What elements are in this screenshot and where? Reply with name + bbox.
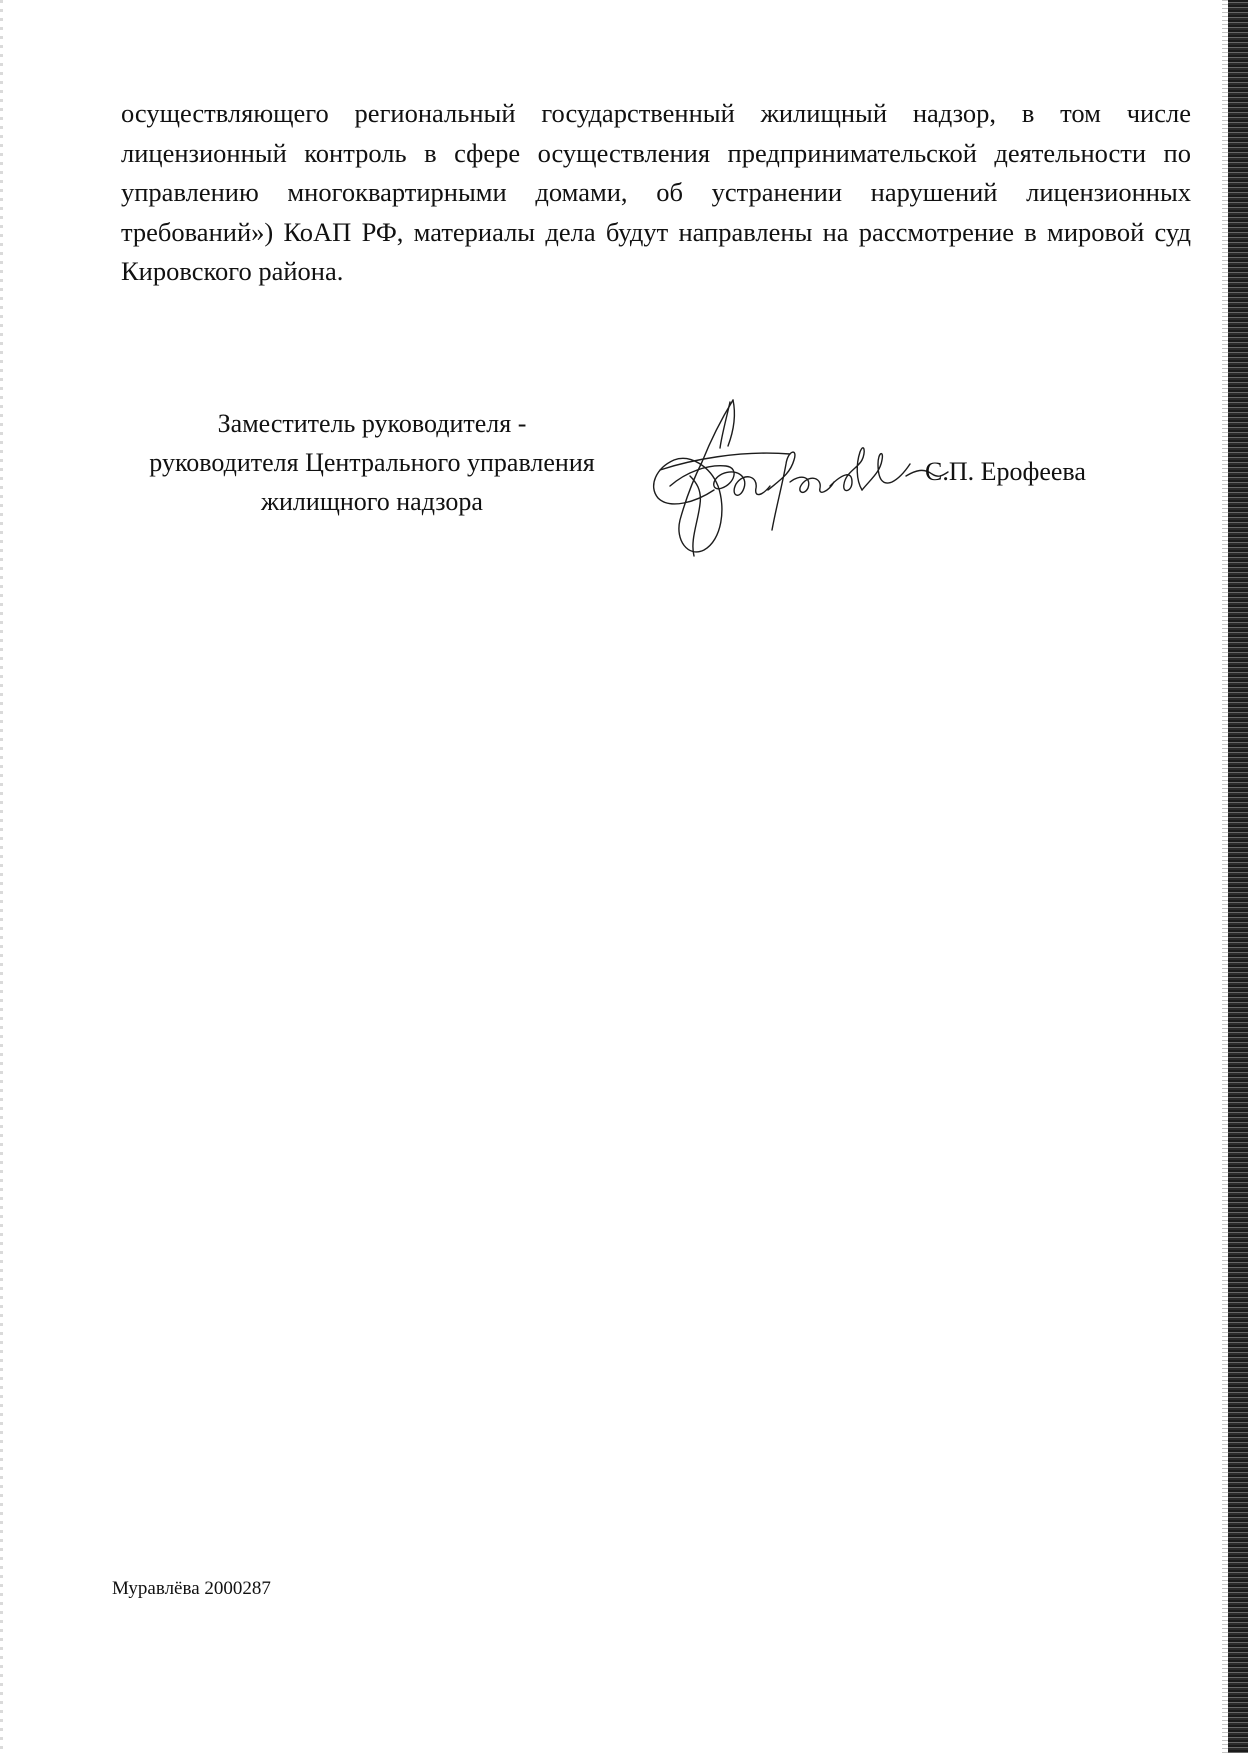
executor-note: Муравлёва 2000287 [112, 1578, 271, 1599]
scan-left-edge [0, 0, 3, 1753]
position-line-1: Заместитель руководителя - [217, 409, 527, 438]
handwritten-signature [630, 390, 950, 565]
signatory-position [112, 404, 632, 521]
scan-right-edge [1228, 0, 1248, 1753]
signer-name: С.П. Ерофеева [925, 457, 1086, 486]
position-line-3: жилищного надзора [261, 487, 483, 516]
body-paragraph: осуществляющего региональный государственный жилищный надзор, в том числе лицензионный контроль в сфере осуществления предпринимательской деятельности по управлению многоквартирными домами, об устранении нарушений лицензионных требований») КоАП РФ, материалы дела будут направлены на рассмотрение в мировой суд Кировского района. [121, 98, 1191, 286]
position-line-2: руководителя Центрального управления [149, 448, 595, 477]
